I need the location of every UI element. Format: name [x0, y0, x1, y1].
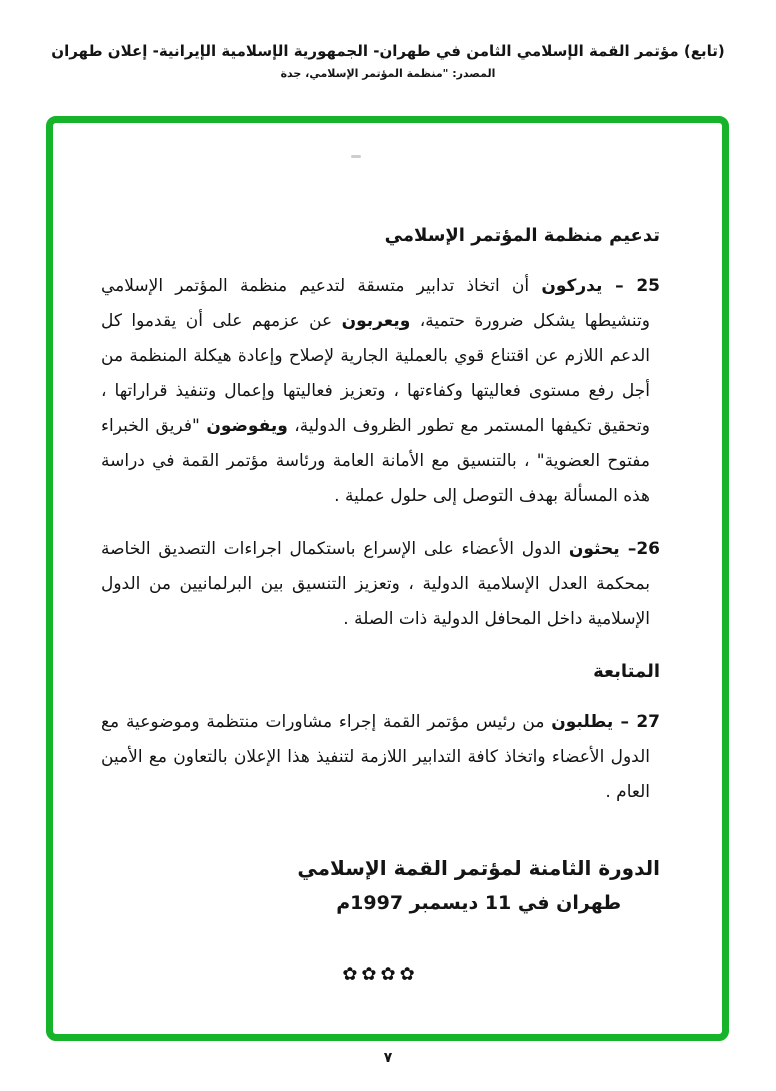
section-heading-1: تدعيم منظمة المؤتمر الإسلامي: [384, 225, 660, 246]
sections-host: [101, 223, 660, 810]
keyword-bold: يحثون: [568, 539, 620, 559]
numbered-paragraph: [101, 532, 660, 637]
item-number: 25 –: [602, 276, 660, 296]
paragraph-text: أن اتخاذ تدابير متسقة لتدعيم منظمة المؤتمر الإسلامي وتنشيطها يشكل ضرورة حتمية،: [101, 276, 650, 331]
paragraph-text: الدول الأعضاء على الإسراع باستكمال اجراءات التصديق الخاصة بمحكمة العدل الإسلامية الدولية ، وتعزيز التنسيق بين البرلمانيين من الدول الإسلامية داخل المحافل الدولية ذات الصلة .: [101, 539, 650, 629]
closing-title: الدورة الثامنة لمؤتمر القمة الإسلامي: [297, 856, 660, 880]
keyword-bold: يدركون: [541, 276, 603, 296]
header-source: المصدر: "منظمة المؤتمر الإسلامي، جدة: [280, 67, 496, 80]
numbered-paragraph: [101, 269, 660, 514]
florette-ornaments-icon: ✿✿✿✿: [342, 964, 419, 985]
document-frame: [46, 116, 729, 1041]
paragraph-text: "فريق الخبراء مفتوح العضوية" ، بالتنسيق مع الأمانة العامة ورئاسة مؤتمر القمة في دراسة هذه المسألة بهدف التوصل إلى حلول عملية .: [101, 416, 650, 506]
paragraph-text: من رئيس مؤتمر القمة إجراء مشاورات منتظمة وموضوعية مع الدول الأعضاء واتخاذ كافة التدابير اللازمة لتنفيذ هذا الإعلان بالتعاون مع الأمين العام .: [101, 712, 650, 802]
item-number: 27 –: [613, 712, 661, 732]
closing-block: [297, 854, 660, 917]
document-body: [53, 123, 722, 992]
numbered-paragraph: [101, 705, 660, 810]
keyword-bold: ويفوضون: [206, 416, 288, 436]
header-title: (تابع) مؤتمر القمة الإسلامي الثامن في طهران- الجمهورية الإسلامية الإيرانية- إعلان طهران: [51, 42, 725, 60]
item-number: 26–: [619, 539, 661, 559]
closing-date: طهران في 11 ديسمبر 1997م: [336, 892, 622, 914]
keyword-bold: يطلبون: [551, 712, 614, 732]
keyword-bold: ويعربون: [341, 311, 411, 331]
section-heading-2: المتابعة: [593, 661, 660, 682]
page-header: [0, 40, 776, 80]
page-number: ٧: [383, 1050, 393, 1066]
paragraph-text: عن عزمهم على أن يقدموا كل الدعم اللازم عن اقتناع قوي بالعملية الجارية لإصلاح وإعادة هيكلة المنظمة من أجل رفع مستوى فعاليتها وكفاءتها ، وتعزيز فعاليتها وإعمال وتنفيذ قراراتها ، وتحقيق تكيفها المستمر مع تطور الظروف الدولية،: [101, 311, 650, 436]
